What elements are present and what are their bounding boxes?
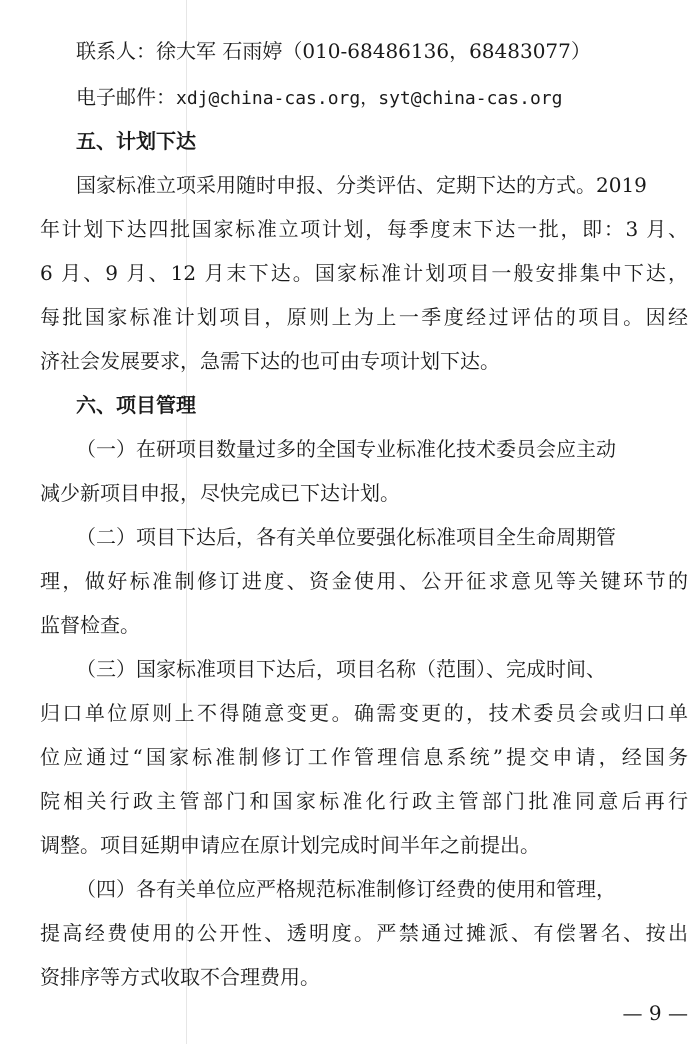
para-3-line-3: 位应通过“国家标准制修订工作管理信息系统”提交申请，经国务	[40, 745, 688, 769]
section-5-line-4: 每批国家标准计划项目，原则上为上一季度经过评估的项目。因经	[40, 305, 688, 329]
para-4-line-1: （四）各有关单位应严格规范标准制修订经费的使用和管理，	[76, 877, 616, 901]
section-5-line-2: 年计划下达四批国家标准立项计划，每季度末下达一批，即：3 月、	[40, 217, 688, 241]
section-6-title: 六、项目管理	[76, 393, 196, 417]
para-4-line-2: 提高经费使用的公开性、透明度。严禁通过摊派、有偿署名、按出	[40, 921, 688, 945]
para-3-line-1: （三）国家标准项目下达后，项目名称（范围）、完成时间、	[76, 657, 606, 681]
para-1-line-2: 减少新项目申报，尽快完成已下达计划。	[40, 481, 400, 505]
para-2-line-2: 理，做好标准制修订进度、资金使用、公开征求意见等关键环节的	[40, 569, 688, 593]
section-5-line-3: 6 月、9 月、12 月末下达。国家标准计划项目一般安排集中下达，	[40, 261, 688, 285]
para-4-line-3: 资排序等方式收取不合理费用。	[40, 965, 320, 989]
para-3-line-4: 院相关行政主管部门和国家标准化行政主管部门批准同意后再行	[40, 789, 688, 813]
para-3-line-5: 调整。项目延期申请应在原计划完成时间半年之前提出。	[40, 833, 540, 857]
para-1-line-1: （一）在研项目数量过多的全国专业标准化技术委员会应主动	[76, 437, 616, 461]
page-number: — 9 —	[622, 1001, 688, 1025]
para-3-line-2: 归口单位原则上不得随意变更。确需变更的，技术委员会或归口单	[40, 701, 688, 725]
email-label: 电子邮件：	[76, 85, 176, 109]
section-5-line-1: 国家标准立项采用随时申报、分类评估、定期下达的方式。2019	[76, 173, 647, 197]
section-5-line-5: 济社会发展要求，急需下达的也可由专项计划下达。	[40, 349, 500, 373]
para-2-line-1: （二）项目下达后，各有关单位要强化标准项目全生命周期管	[76, 525, 616, 549]
section-5-title: 五、计划下达	[76, 129, 196, 153]
para-2-line-3: 监督检查。	[40, 613, 140, 637]
email-value: xdj@china-cas.org，syt@china-cas.org	[176, 88, 563, 109]
contact-line: 联系人：徐大军 石雨婷（010-68486136，68483077）	[76, 39, 591, 63]
email-line	[76, 84, 686, 112]
